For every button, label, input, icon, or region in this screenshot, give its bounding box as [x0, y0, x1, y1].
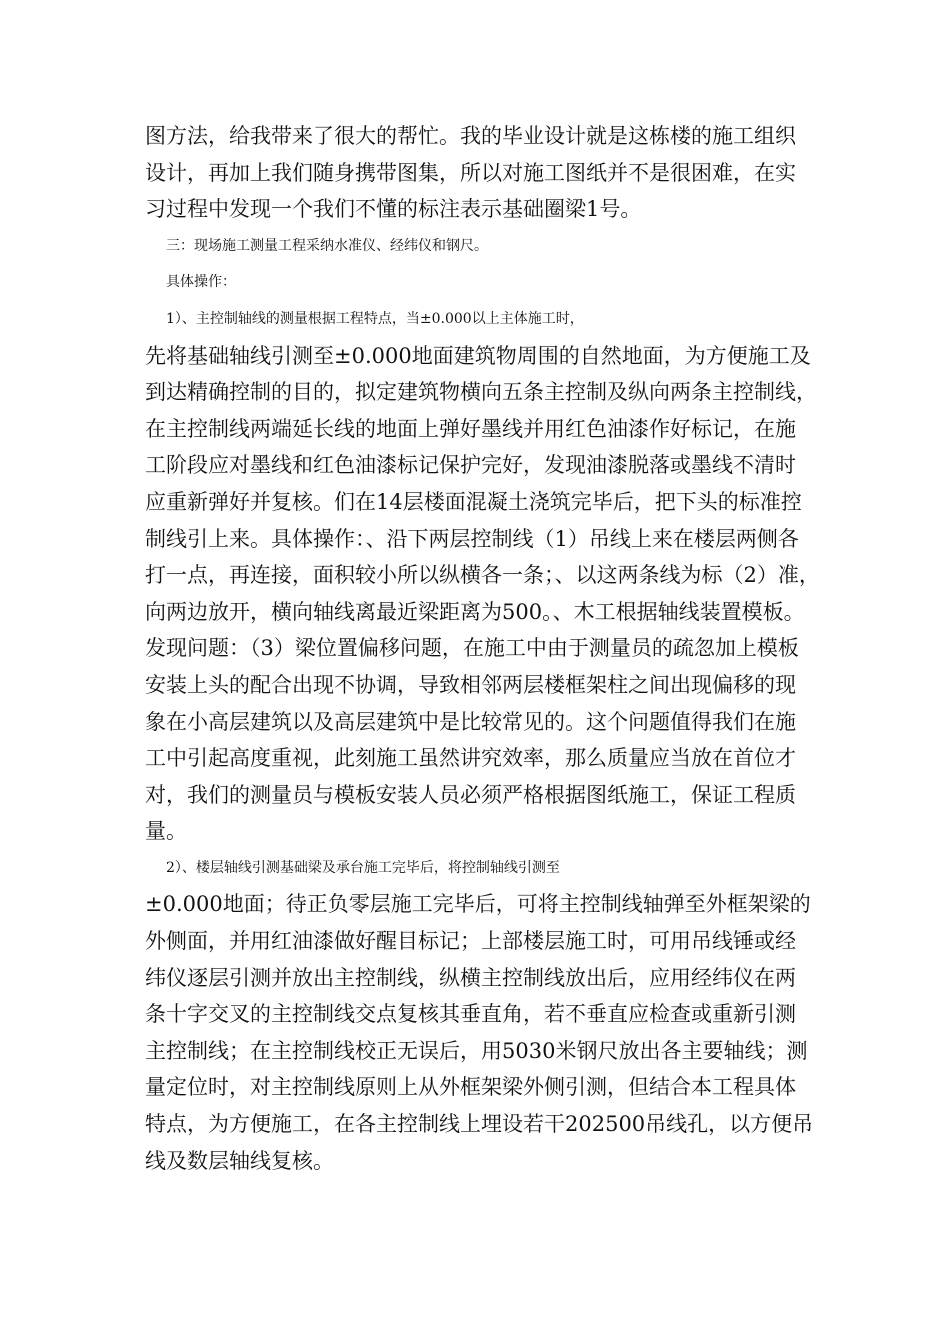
- text-line: 习过程中发现一个我们不懂的标注表示基础圈梁1号。: [145, 197, 642, 222]
- text-line: 安装上头的配合出现不协调，导致相邻两层楼框架柱之间出现偏移的现: [145, 672, 796, 697]
- text-line: 制线引上来。具体操作：、沿下两层控制线（1）吊线上来在楼层两侧各: [145, 526, 799, 551]
- text-line: 具体操作：: [166, 274, 236, 291]
- text-line: 纬仪逐层引测并放出主控制线，纵横主控制线放出后，应用经纬仪在两: [145, 965, 796, 990]
- text-line: 线及数层轴线复核。: [145, 1148, 334, 1173]
- text-line: 发现问题：（3）梁位置偏移问题，在施工中由于测量员的疏忽加上模板: [145, 636, 799, 661]
- text-line: 对，我们的测量员与模板安装人员必须严格根据图纸施工，保证工程质: [145, 782, 796, 807]
- text-line: 量定位时，对主控制线原则上从外框架梁外侧引测，但结合本工程具体: [145, 1075, 796, 1100]
- text-line: 1）、主控制轴线的测量根据工程特点，当±0.000以上主体施工时，: [166, 310, 584, 327]
- text-line: 外侧面，并用红油漆做好醒目标记；上部楼层施工时，可用吊线锤或经: [145, 929, 796, 954]
- text-line: 在主控制线两端延长线的地面上弹好墨线并用红色油漆作好标记，在施: [145, 416, 796, 441]
- text-line: 设计，再加上我们随身携带图集，所以对施工图纸并不是很困难，在实: [145, 160, 796, 185]
- text-line: ±0.000地面；待正负零层施工完毕后，可将主控制线轴弹至外框架梁的: [145, 892, 811, 917]
- text-line: 特点，为方便施工，在各主控制线上埋设若干202500吊线孔，以方便吊: [145, 1112, 814, 1137]
- text-line: 条十字交叉的主控制线交点复核其垂直角，若不垂直应检查或重新引测: [145, 1002, 796, 1027]
- text-line: 2）、楼层轴线引测基础梁及承台施工完毕后，将控制轴线引测至: [166, 859, 560, 876]
- text-line: 应重新弹好并复核。们在14层楼面混凝土浇筑完毕后，把下头的标准控: [145, 489, 802, 514]
- document-body: [145, 118, 820, 1179]
- text-line: 向两边放开，横向轴线离最近梁距离为500。、木工根据轴线装置模板。: [145, 599, 805, 624]
- text-line: 先将基础轴线引测至±0.000地面建筑物周围的自然地面，为方便施工及: [145, 343, 811, 368]
- text-line: 工中引起高度重视，此刻施工虽然讲究效率，那么质量应当放在首位才: [145, 746, 796, 771]
- text-line: 打一点，再连接，面积较小所以纵横各一条；、以这两条线为标（2）准，: [145, 563, 820, 588]
- text-line: 主控制线；在主控制线校正无误后，用5030米钢尺放出各主要轴线；测: [145, 1038, 808, 1063]
- text-line: 到达精确控制的目的，拟定建筑物横向五条主控制及纵向两条主控制线，: [145, 380, 817, 405]
- text-line: 图方法，给我带来了很大的帮忙。我的毕业设计就是这栋楼的施工组织: [145, 124, 796, 148]
- text-line: 量。: [145, 819, 187, 844]
- text-line: 三：现场施工测量工程采纳水准仪、经纬仪和钢尺。: [166, 237, 488, 254]
- text-line: 工阶段应对墨线和红色油漆标记保护完好，发现油漆脱落或墨线不清时: [145, 453, 796, 478]
- text-line: 象在小高层建筑以及高层建筑中是比较常见的。这个问题值得我们在施: [145, 709, 796, 734]
